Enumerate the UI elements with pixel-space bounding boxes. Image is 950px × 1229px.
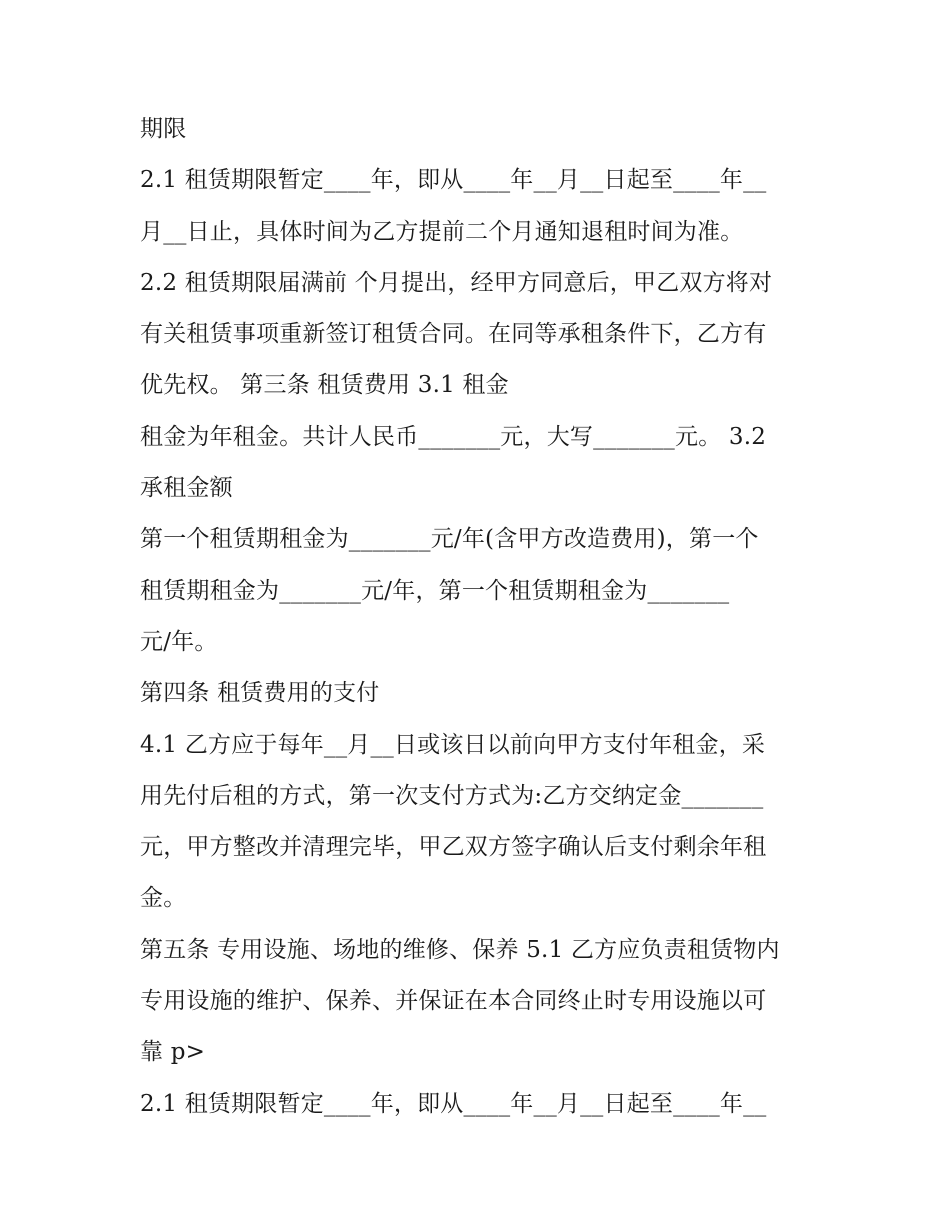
text-line: 第一个租赁期租金为_______元/年(含甲方改造费用)，第一个 [140,526,759,553]
document-body [140,104,820,1130]
text-line: 租金为年租金。共计人民币_______元，大写_______元。 3.2 [140,423,767,450]
text-line: 有关租赁事项重新签订租赁合同。在同等承租条件下，乙方有 [140,321,767,348]
text-line: 用先付后租的方式，第一次支付方式为:乙方交纳定金_______ [140,782,764,809]
text-line: 第五条 专用设施、场地的维修、保养 5.1 乙方应负责租赁物内 [140,936,780,963]
text-line: 优先权。 第三条 租赁费用 3.1 租金 [140,372,509,399]
text-line: 靠 p> [140,1039,206,1066]
text-line: 2.2 租赁期限届满前 个月提出，经甲方同意后，甲乙双方将对 [140,269,773,296]
text-line: 金。 [140,885,187,912]
text-line: 承租金额 [140,475,233,502]
text-line: 租赁期租金为_______元/年，第一个租赁期租金为_______ [140,577,730,604]
text-line: 元，甲方整改并清理完毕，甲乙双方签字确认后支付剩余年租 [140,834,767,861]
text-line: 月__日止，具体时间为乙方提前二个月通知退租时间为准。 [140,218,744,245]
text-line: 专用设施的维护、保养、并保证在本合同终止时专用设施以可 [140,988,767,1015]
text-line: 期限 [140,116,187,142]
text-line: 元/年。 [140,628,218,655]
text-line: 4.1 乙方应于每年__月__日或该日以前向甲方支付年租金，采 [140,731,766,758]
text-line: 第四条 租赁费用的支付 [140,680,380,707]
text-line: 2.1 租赁期限暂定____年，即从____年__月__日起至____年__ [140,1090,767,1117]
text-line: 2.1 租赁期限暂定____年，即从____年__月__日起至____年__ [140,167,767,194]
